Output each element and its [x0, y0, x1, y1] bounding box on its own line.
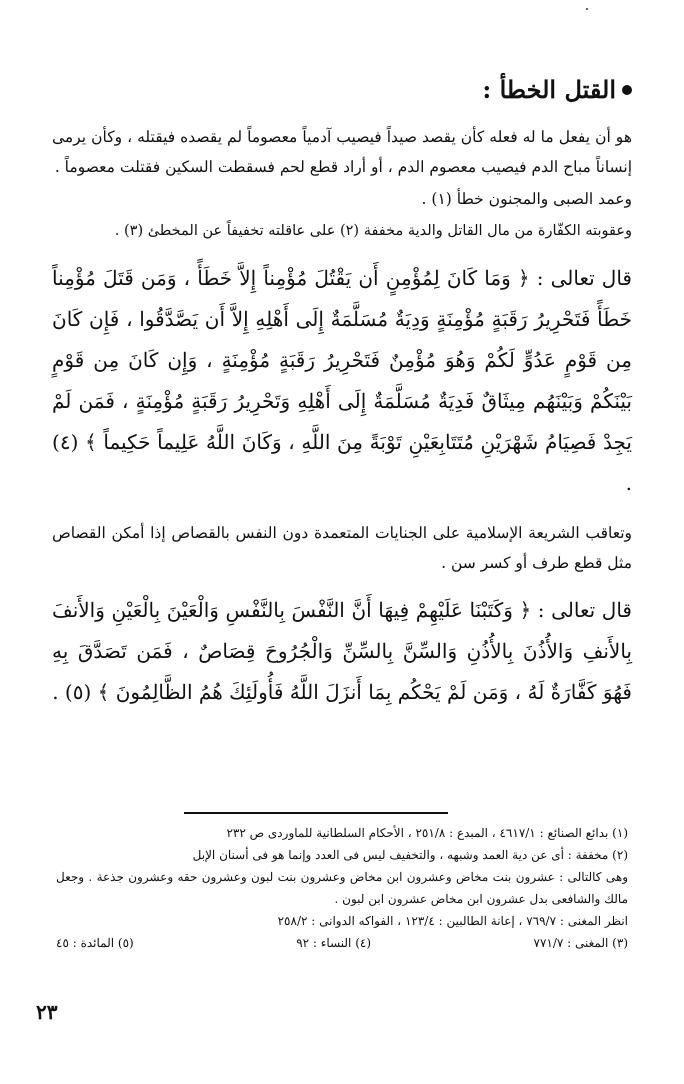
- printer-dot: [586, 8, 588, 10]
- footnote-separator: [184, 812, 448, 814]
- footnote-refs-row: [56, 932, 628, 954]
- footnote-2-details: وهى كالتالى : عشرون بنت مخاض وعشرون ابن مخاض وعشرون بنت لبون وعشرون حقه وعشرون جذعة . وجعل مالك والشافعى بدل عشرون ابن مخاض عشرون ابن لبون .: [56, 870, 628, 906]
- footnote-2-sources: انظر المغنى : ٧٦٩/٧ ، إعانة الطالبين : ١٢٣/٤ ، الفواكه الدوانى : ٢٥٨/٢: [277, 914, 628, 928]
- bullet-icon: [622, 85, 632, 95]
- footnote-4: (٤) النساء : ٩٢: [296, 936, 372, 950]
- child-insane-paragraph: وعمد الصبى والمجنون خطأ (١) .: [421, 190, 632, 208]
- punishment-paragraph: وعقوبته الكفّارة من مال القاتل والدية مخففة (٢) على عاقلته تخفيفاً عن المخطئ (٣) .: [114, 223, 632, 239]
- main-text: [52, 70, 632, 713]
- quran-verse-maida: قال تعالى : ﴿ وَكَتَبْنَا عَلَيْهِمْ فِيهَا أَنَّ النَّفْسَ بِالنَّفْسِ وَالْعَيْنَ بِالْعَيْنِ وَالأَنفَ بِالأَنفِ وَالأُذُنَ بِالأُذُنِ وَالسِّنَّ بِالسِّنِّ وَالْجُرُوحَ قِصَاصٌ ، فَمَن تَصَدَّقَ بِهِ فَهُوَ كَفَّارَةٌ لَهُ ، وَمَن لَمْ يَحْكُم بِمَا أَنزَلَ اللَّهُ فَأُولَئِكَ هُمُ الظَّالِمُونَ ﴾ (٥) .: [52, 598, 632, 704]
- footnotes: [56, 822, 628, 954]
- section-heading-text: القتل الخطأ :: [482, 75, 616, 104]
- definition-paragraph: هو أن يفعل ما له فعله كأن يقصد صيداً فيصيب آدمياً معصوماً لم يقصده فيقتله ، وكأن يرمى إنساناً مباح الدم فيصيب معصوم الدم ، أو أراد قطع لحم فسقطت السكين فقتلت معصوماً .: [52, 128, 632, 176]
- section-heading: [52, 70, 632, 110]
- footnote-3: (٣) المغنى : ٧٧١/٧: [533, 936, 628, 950]
- qisas-paragraph: وتعاقب الشريعة الإسلامية على الجنايات المتعمدة دون النفس بالقصاص إذا أمكن القصاص مثل قطع طرف أو كسر سن .: [52, 524, 632, 572]
- page-number: ٢٣: [36, 1000, 58, 1024]
- footnote-2: (٢) مخففة : أى عن دية العمد وشبهه ، والتخفيف ليس فى العدد وإنما هو فى أسنان الإبل: [192, 848, 628, 862]
- footnote-1: (١) بدائع الصنائع : ٤٦١٧/١ ، المبدع : ٢٥١/٨ ، الأحكام السلطانية للماوردى ص ٢٣٢: [226, 826, 628, 840]
- footnote-5: (٥) المائدة : ٤٥: [56, 936, 134, 950]
- quran-verse-nisa: قال تعالى : ﴿ وَمَا كَانَ لِمُؤْمِنٍ أَن يَقْتُلَ مُؤْمِناً إِلاَّ خَطَأً ، وَمَن قَتَلَ مُؤْمِناً خَطَأً فَتَحْرِيرُ رَقَبَةٍ مُؤْمِنَةٍ وَدِيَةٌ مُسَلَّمَةٌ إِلَى أَهْلِهِ إِلاَّ أَن يَصَّدَّقُوا ، فَإِن كَانَ مِن قَوْمٍ عَدُوٍّ لَكُمْ وَهُوَ مُؤْمِنٌ فَتَحْرِيرُ رَقَبَةٍ مُؤْمِنَةٍ ، وَإِن كَانَ مِن قَوْمٍ بَيْنَكُمْ وَبَيْنَهُم مِيثَاقٌ فَدِيَةٌ مُسَلَّمَةٌ إِلَى أَهْلِهِ وَتَحْرِيرُ رَقَبَةٍ مُؤْمِنَةٍ ، فَمَن لَمْ يَجِدْ فَصِيَامُ شَهْرَيْنِ مُتَتَابِعَيْنِ تَوْبَةً مِنَ اللَّهِ ، وَكَانَ اللَّهُ عَلِيماً حَكِيماً ﴾ (٤) .: [52, 266, 632, 495]
